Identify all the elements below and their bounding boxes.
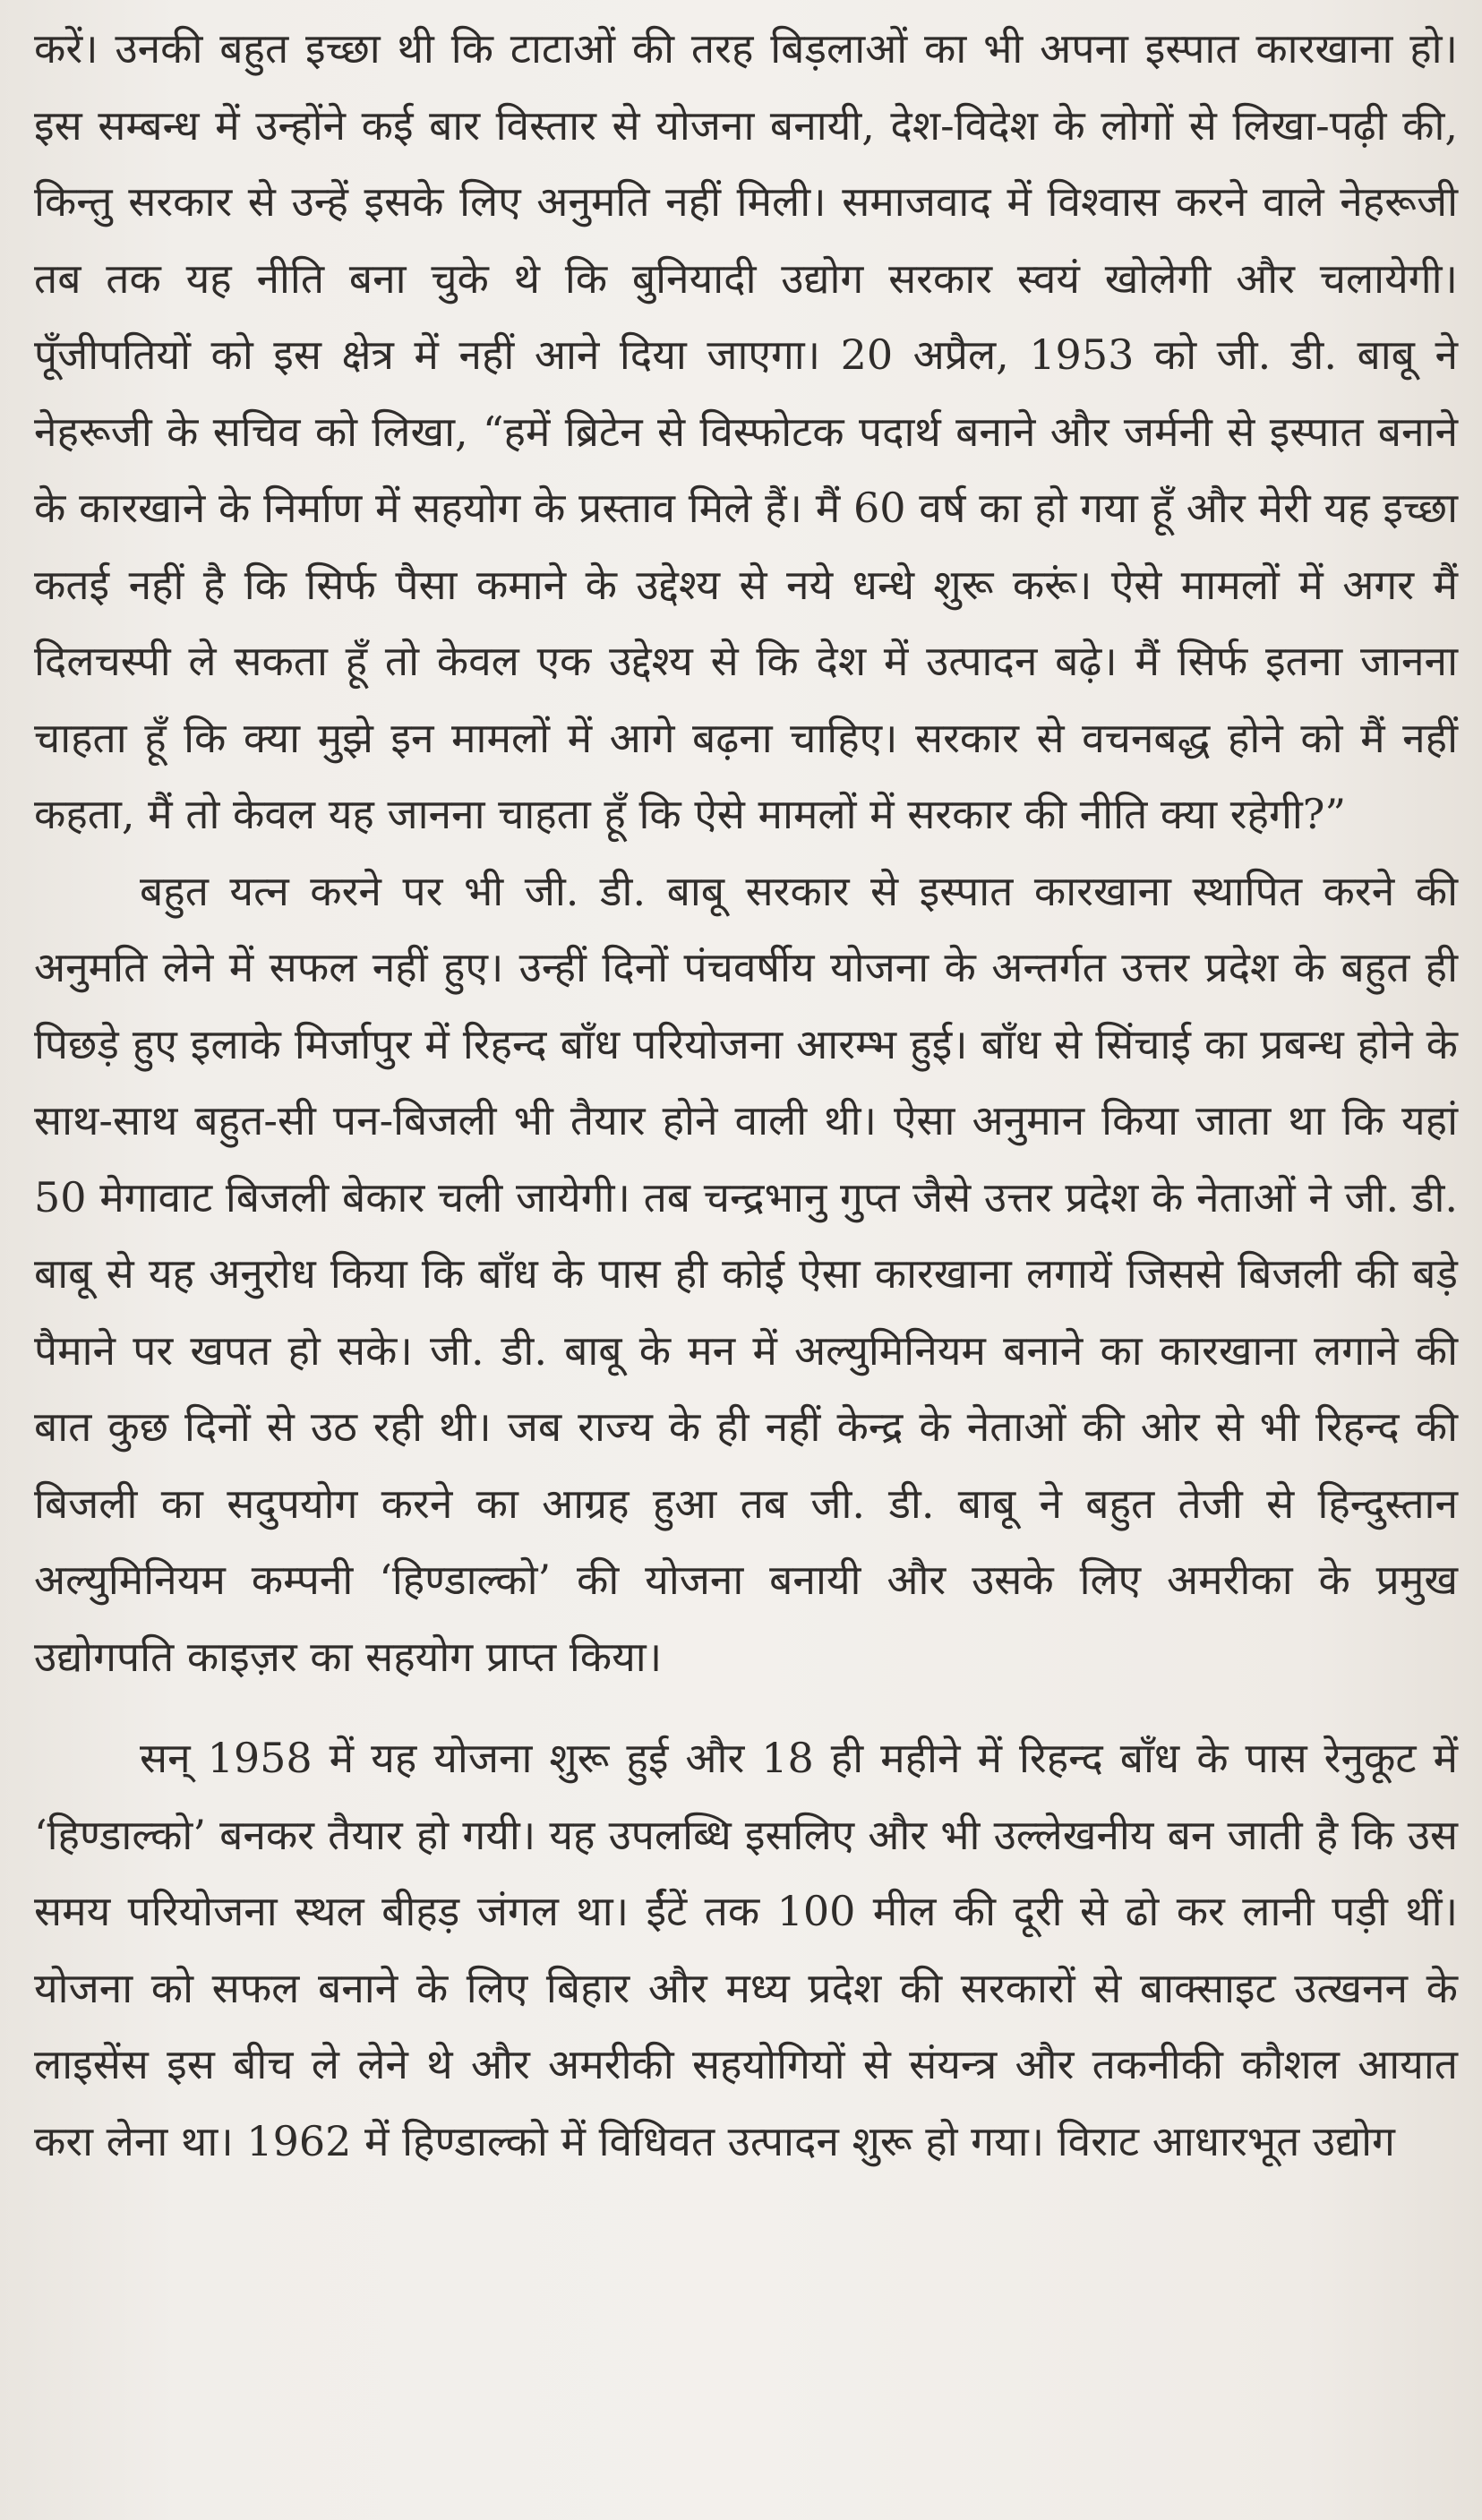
paragraph-gap: [34, 1695, 1458, 1720]
paragraph-3: सन् 1958 में यह योजना शुरू हुई और 18 ही महीने में रिहन्द बाँध के पास रेनुकूट में ‘हिण्डाल्को’ बनकर तैयार हो गयी। यह उपलब्धि इसलिए और भी उल्लेखनीय बन जाती है कि उस समय परियोजना स्थल बीहड़ जंगल था। ईंटें तक 100 मील की दूरी से ढो कर लानी पड़ी थीं। योजना को सफल बनाने के लिए बिहार और मध्य प्रदेश की सरकारों से बाक्साइट उत्खनन के लाइसेंस इस बीच ले लेने थे और अमरीकी सहयोगियों से संयन्त्र और तकनीकी कौशल आयात करा लेना था। 1962 में हिण्डाल्को में विधिवत उत्पादन शुरू हो गया। विराट आधारभूत उद्योग: [34, 1734, 1458, 2165]
paragraph-1: करें। उनकी बहुत इच्छा थी कि टाटाओं की तरह बिड़लाओं का भी अपना इस्पात कारखाना हो। इस सम्बन्ध में उन्होंने कई बार विस्तार से योजना बनायी, देश-विदेश के लोगों से लिखा-पढ़ी की, किन्तु सरकार से उन्हें इसके लिए अनुमति नहीं मिली। समाजवाद में विश्वास करने वाले नेहरूजी तब तक यह नीति बना चुके थे कि बुनियादी उद्योग सरकार स्वयं खोलेगी और चलायेगी। पूँजीपतियों को इस क्षेत्र में नहीं आने दिया जाएगा। 20 अप्रैल, 1953 को जी. डी. बाबू ने नेहरूजी के सचिव को लिखा, “हमें ब्रिटेन से विस्फोटक पदार्थ बनाने और जर्मनी से इस्पात बनाने के कारखाने के निर्माण में सहयोग के प्रस्ताव मिले हैं। मैं 60 वर्ष का हो गया हूँ और मेरी यह इच्छा कतई नहीं है कि सिर्फ पैसा कमाने के उद्देश्य से नये धन्धे शुरू करूं। ऐसे मामलों में अगर मैं दिलचस्पी ले सकता हूँ तो केवल एक उद्देश्य से कि देश में उत्पादन बढ़े। मैं सिर्फ इतना जानना चाहता हूँ कि क्या मुझे इन मामलों में आगे बढ़ना चाहिए। सरकार से वचनबद्ध होने को मैं नहीं कहता, मैं तो केवल यह जानना चाहता हूँ कि ऐसे मामलों में सरकार की नीति क्या रहेगी?”: [34, 24, 1458, 838]
paragraph-2: बहुत यत्न करने पर भी जी. डी. बाबू सरकार से इस्पात कारखाना स्थापित करने की अनुमति लेने में सफल नहीं हुए। उन्हीं दिनों पंचवर्षीय योजना के अन्तर्गत उत्तर प्रदेश के बहुत ही पिछड़े हुए इलाके मिर्जापुर में रिहन्द बाँध परियोजना आरम्भ हुई। बाँध से सिंचाई का प्रबन्ध होने के साथ-साथ बहुत-सी पन-बिजली भी तैयार होने वाली थी। ऐसा अनुमान किया जाता था कि यहां 50 मेगावाट बिजली बेकार चली जायेगी। तब चन्द्रभानु गुप्त जैसे उत्तर प्रदेश के नेताओं ने जी. डी. बाबू से यह अनुरोध किया कि बाँध के पास ही कोई ऐसा कारखाना लगायें जिससे बिजली की बड़े पैमाने पर खपत हो सके। जी. डी. बाबू के मन में अल्युमिनियम बनाने का कारखाना लगाने की बात कुछ दिनों से उठ रही थी। जब राज्य के ही नहीं केन्द्र के नेताओं की ओर से भी रिहन्द की बिजली का सदुपयोग करने का आग्रह हुआ तब जी. डी. बाबू ने बहुत तेजी से हिन्दुस्तान अल्युमिनियम कम्पनी ‘हिण्डाल्को’ की योजना बनायी और उसके लिए अमरीका के प्रमुख उद्योगपति काइज़र का सहयोग प्राप्त किया।: [34, 866, 1458, 1681]
body-text: [34, 11, 1458, 2180]
